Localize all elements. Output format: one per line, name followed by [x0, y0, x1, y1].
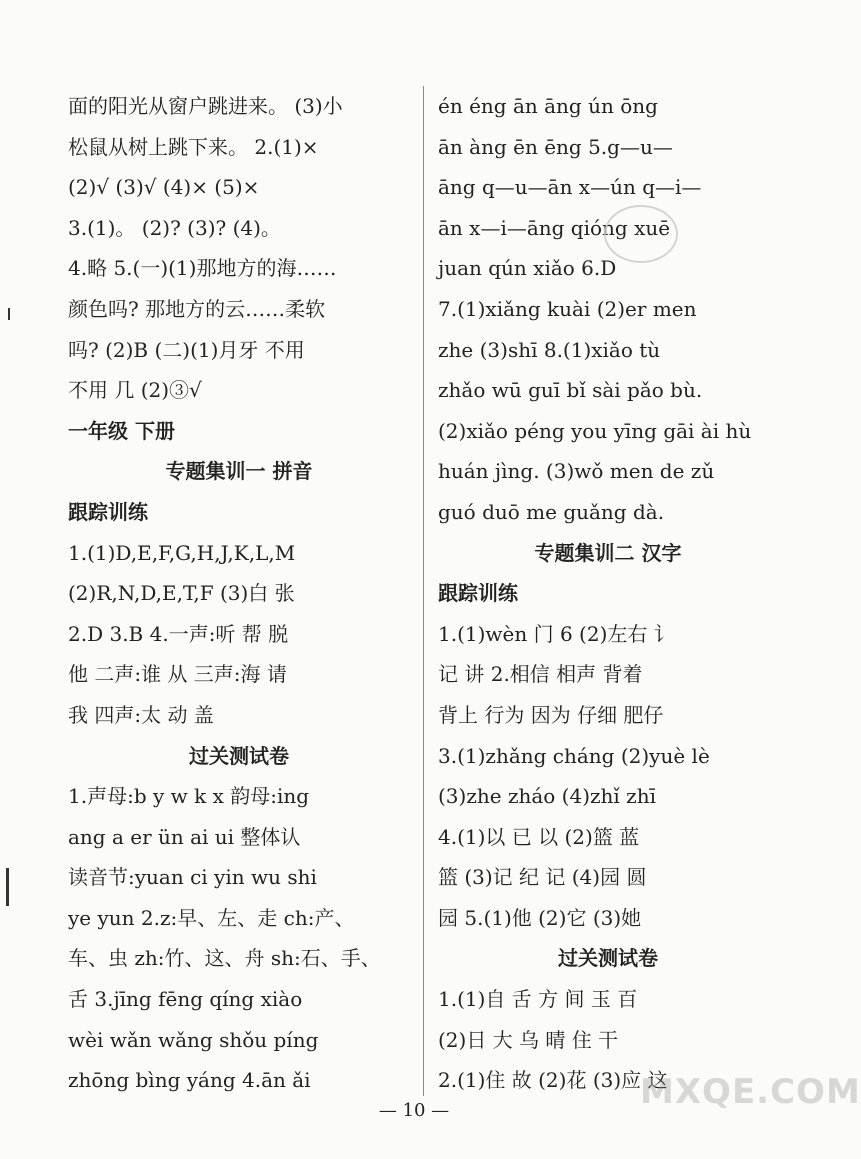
text-line: 舌 3.jīng fēng qíng xiào	[68, 987, 303, 1012]
text-line: zhe (3)shī 8.(1)xiǎo tù	[438, 337, 661, 362]
text-line: huán jìng. (3)wǒ men de zǔ	[438, 459, 715, 484]
text-line: (3)zhe zháo (4)zhǐ zhī	[438, 784, 656, 809]
text-line: 3.(1)zhǎng cháng (2)yuè lè	[438, 743, 710, 768]
watermark: MXQE.COM	[640, 1072, 861, 1112]
text-line: 1.(1)wèn 门 6 (2)左右 讠	[438, 621, 674, 646]
text-line: āng q—u—ān x—ún q—i—	[438, 175, 702, 200]
subsection-heading: 跟踪训练	[68, 499, 148, 524]
subsection-heading: 跟踪训练	[438, 581, 518, 606]
text-line: (2)xiǎo péng you yīng gāi ài hù	[438, 418, 752, 443]
text-line: 2.D 3.B 4.一声:听 帮 脱	[68, 621, 289, 646]
text-line: 面的阳光从窗户跳进来。 (3)小	[68, 94, 343, 118]
text-line: 读音节:yuan ci yin wu shi	[68, 865, 317, 890]
text-line: 1.声母:b y w k x 韵母:ing	[68, 784, 310, 809]
text-line: én éng ān āng ún ōng	[438, 94, 658, 118]
grade-heading: 一年级 下册	[68, 418, 175, 443]
text-line: guó duō me guǎng dà.	[438, 499, 665, 524]
text-line: 4.略 5.(一)(1)那地方的海……	[68, 256, 337, 281]
page-number: — 10 —	[378, 1100, 450, 1121]
text-line: 吗? (2)B (二)(1)月牙 不用	[68, 337, 305, 362]
text-line: ang a er ün ai ui 整体认	[68, 824, 301, 849]
scan-mark	[8, 308, 10, 320]
text-line: zhǎo wū guī bǐ sài pǎo bù.	[438, 378, 703, 403]
section-heading: 过关测试卷	[558, 946, 658, 971]
scan-mark	[6, 868, 9, 906]
text-line: ye yun 2.z:早、左、走 ch:产、	[68, 905, 355, 930]
text-line: (2)√ (3)√ (4)× (5)×	[68, 175, 260, 200]
text-line: ān àng ēn ēng 5.g—u—	[438, 134, 673, 159]
text-line: 我 四声:太 动 盖	[68, 702, 214, 727]
text-line: 背上 行为 因为 仔细 肥仔	[438, 702, 664, 727]
text-line: juan qún xiǎo 6.D	[438, 256, 617, 281]
section-heading: 过关测试卷	[189, 743, 289, 768]
text-line: 他 二声:谁 从 三声:海 请	[68, 662, 287, 687]
text-line: 4.(1)以 已 以 (2)篮 蓝	[438, 824, 640, 849]
text-line: 篮 (3)记 纪 记 (4)园 圆	[438, 865, 647, 890]
text-line: 不用 几 (2)③√	[68, 378, 202, 403]
text-line: 松鼠从树上跳下来。 2.(1)×	[68, 134, 319, 159]
text-line: 园 5.(1)他 (2)它 (3)她	[438, 905, 642, 930]
text-line: 1.(1)D,E,F,G,H,J,K,L,M	[68, 540, 296, 565]
stamp-seal	[604, 205, 678, 263]
section-heading: 专题集训一 拼音	[165, 459, 313, 484]
text-line: wèi wǎn wǎng shǒu píng	[68, 1027, 319, 1052]
text-line: (2)日 大 乌 晴 住 干	[438, 1027, 619, 1052]
text-line: 记 讲 2.相信 相声 背着	[438, 662, 643, 687]
text-line: 3.(1)。 (2)? (3)? (4)。	[68, 215, 281, 240]
text-line: 颜色吗? 那地方的云……柔软	[68, 296, 326, 321]
text-line: 7.(1)xiǎng kuài (2)er men	[438, 296, 697, 321]
text-line: 车、虫 zh:竹、这、舟 sh:石、手、	[68, 946, 381, 971]
text-line: ān x—i—āng qióng xuē	[438, 215, 671, 240]
section-heading: 专题集训二 汉字	[534, 540, 682, 565]
text-line: 2.(1)住 故 (2)花 (3)应 这	[438, 1068, 668, 1093]
text-line: 1.(1)自 舌 方 间 玉 百	[438, 987, 638, 1012]
text-line: zhōng bìng yáng 4.ān ǎi	[68, 1068, 311, 1093]
column-divider	[423, 86, 424, 1096]
left-column	[68, 86, 410, 1101]
text-line: (2)R,N,D,E,T,F (3)白 张	[68, 581, 295, 606]
